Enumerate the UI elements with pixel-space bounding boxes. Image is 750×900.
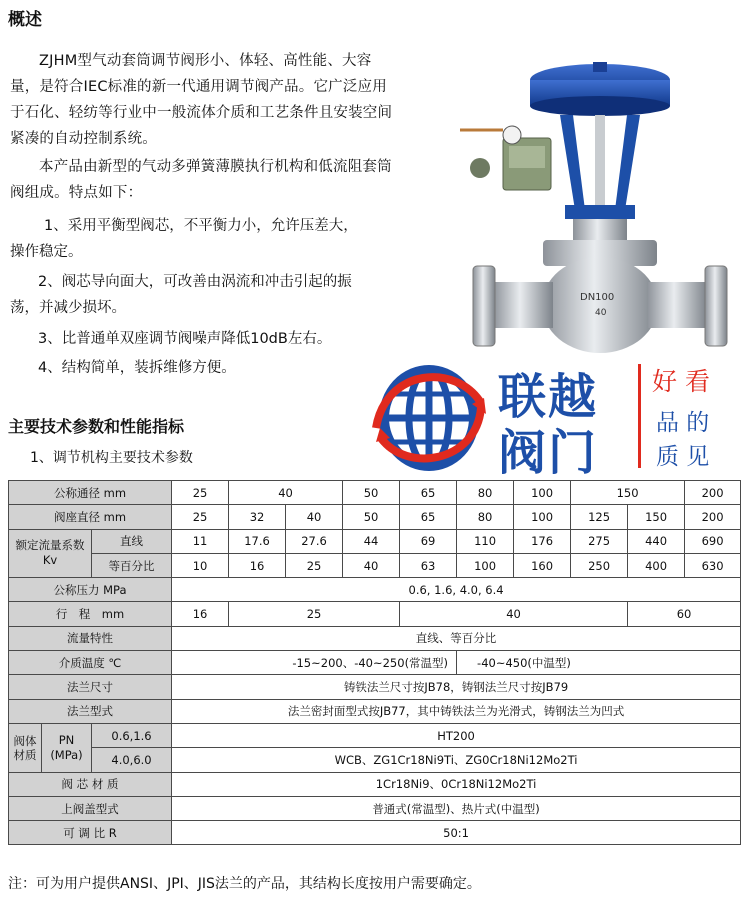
ratio-value: 50:1 bbox=[172, 821, 741, 845]
brand-logo bbox=[366, 358, 746, 481]
dn-cell: 40 bbox=[229, 481, 343, 505]
kv-pct-label: 等百分比 bbox=[92, 553, 172, 577]
dn-cell: 80 bbox=[457, 481, 514, 505]
body-material-label: 阀体材质 bbox=[9, 723, 42, 772]
stroke-label: 行 程 mm bbox=[9, 602, 172, 626]
kv-linear-label: 直线 bbox=[92, 529, 172, 553]
seat-cell: 65 bbox=[400, 505, 457, 529]
ratio-label: 可 调 比 R bbox=[9, 821, 172, 845]
seat-cell: 100 bbox=[514, 505, 571, 529]
pn-label: PN (MPa) bbox=[42, 723, 92, 772]
overview-paragraph-2: 本产品由新型的气动多弹簧薄膜执行机构和低流阻套筒阀组成。特点如下： bbox=[10, 159, 392, 201]
logo-slogan-bottom: 质 见 bbox=[656, 444, 710, 470]
kv-cell: 176 bbox=[514, 529, 571, 553]
pressure-value: 0.6, 1.6, 4.0, 6.4 bbox=[172, 578, 741, 602]
spec-subheading: 1、调节机构主要技术参数 bbox=[30, 450, 193, 466]
stroke-cell: 60 bbox=[628, 602, 741, 626]
spec-heading: 主要技术参数和性能指标 bbox=[8, 417, 185, 436]
feature-3: 3、比普通单双座调节阀噪声降低10dB左右。 bbox=[38, 331, 332, 347]
dn-cell: 25 bbox=[172, 481, 229, 505]
logo-name-line2: 阀门 bbox=[498, 425, 599, 481]
kv-cell: 690 bbox=[685, 529, 741, 553]
seat-cell: 40 bbox=[286, 505, 343, 529]
pn-value: 4.0,6.0 bbox=[92, 748, 172, 772]
feature-2: 2、阀芯导向面大，可改善由涡流和冲击引起的振 bbox=[38, 274, 352, 290]
table-row bbox=[9, 505, 741, 529]
logo-slogan-mid: 品 的 bbox=[656, 410, 710, 436]
globe-logo-icon bbox=[366, 358, 492, 478]
feature-4: 4、结构简单，装拆维修方便。 bbox=[38, 360, 236, 376]
kv-cell: 16 bbox=[229, 553, 286, 577]
feature-2-cont: 荡，并减少损坏。 bbox=[10, 300, 126, 316]
table-row bbox=[9, 481, 741, 505]
kv-cell: 250 bbox=[571, 553, 628, 577]
seat-cell: 125 bbox=[571, 505, 628, 529]
bonnet-value: 普通式(常温型)、热片式(中温型) bbox=[172, 796, 741, 820]
dn-cell: 100 bbox=[514, 481, 571, 505]
bonnet-label: 上阀盖型式 bbox=[9, 796, 172, 820]
temp-value-mid: -40~450(中温型) bbox=[457, 651, 741, 675]
seat-cell: 80 bbox=[457, 505, 514, 529]
flange-size-label: 法兰尺寸 bbox=[9, 675, 172, 699]
kv-cell: 100 bbox=[457, 553, 514, 577]
kv-cell: 69 bbox=[400, 529, 457, 553]
seat-cell: 150 bbox=[628, 505, 685, 529]
valve-body-marking-pn: 40 bbox=[595, 308, 607, 318]
flow-char-label: 流量特性 bbox=[9, 626, 172, 650]
valve-body-marking-dn: DN100 bbox=[580, 292, 615, 303]
kv-cell: 63 bbox=[400, 553, 457, 577]
pn-value: 0.6,1.6 bbox=[92, 723, 172, 747]
dn-cell: 200 bbox=[685, 481, 741, 505]
kv-label: 额定流量系数Kv bbox=[9, 529, 92, 578]
body-material-value: HT200 bbox=[172, 723, 741, 747]
seat-cell: 50 bbox=[343, 505, 400, 529]
pressure-label: 公称压力 MPa bbox=[9, 578, 172, 602]
kv-cell: 275 bbox=[571, 529, 628, 553]
seat-label: 阀座直径 mm bbox=[9, 505, 172, 529]
kv-cell: 440 bbox=[628, 529, 685, 553]
flange-size-value: 铸铁法兰尺寸按JB78，铸钢法兰尺寸按JB79 bbox=[172, 675, 741, 699]
kv-cell: 630 bbox=[685, 553, 741, 577]
kv-cell: 400 bbox=[628, 553, 685, 577]
table-row bbox=[9, 626, 741, 650]
table-row bbox=[9, 748, 741, 772]
kv-cell: 27.6 bbox=[286, 529, 343, 553]
table-row bbox=[9, 796, 741, 820]
control-valve-image bbox=[445, 60, 745, 360]
seat-cell: 25 bbox=[172, 505, 229, 529]
table-row bbox=[9, 821, 741, 845]
flow-char-value: 直线、等百分比 bbox=[172, 626, 741, 650]
stroke-cell: 25 bbox=[229, 602, 400, 626]
dn-cell: 65 bbox=[400, 481, 457, 505]
dn-label: 公称通径 mm bbox=[9, 481, 172, 505]
table-row bbox=[9, 675, 741, 699]
core-material-label: 阀 芯 材 质 bbox=[9, 772, 172, 796]
flange-type-value: 法兰密封面型式按JB77，其中铸铁法兰为光滑式，铸钢法兰为凹式 bbox=[172, 699, 741, 723]
flange-type-label: 法兰型式 bbox=[9, 699, 172, 723]
table-row bbox=[9, 529, 741, 553]
temp-value-normal: -15~200、-40~250(常温型) bbox=[172, 651, 457, 675]
kv-cell: 44 bbox=[343, 529, 400, 553]
feature-1-cont: 操作稳定。 bbox=[10, 244, 83, 260]
core-material-value: 1Cr18Ni9、0Cr18Ni12Mo2Ti bbox=[172, 772, 741, 796]
seat-cell: 200 bbox=[685, 505, 741, 529]
kv-cell: 17.6 bbox=[229, 529, 286, 553]
seat-cell: 32 bbox=[229, 505, 286, 529]
table-row bbox=[9, 699, 741, 723]
overview-paragraph-1: ZJHM型气动套筒调节阀形小、体轻、高性能、大容量，是符合IEC标准的新一代通用调节阀产品。它广泛应用于石化、轻纺等行业中一般流体介质和工艺条件且安装空间紧凑的自动控制系统。 bbox=[10, 53, 393, 147]
kv-cell: 25 bbox=[286, 553, 343, 577]
logo-slogan-top: 好 看 bbox=[652, 367, 710, 396]
table-row bbox=[9, 723, 741, 747]
dn-cell: 150 bbox=[571, 481, 685, 505]
table-row bbox=[9, 602, 741, 626]
body-material-value: WCB、ZG1Cr18Ni9Ti、ZG0Cr18Ni12Mo2Ti bbox=[172, 748, 741, 772]
dn-cell: 50 bbox=[343, 481, 400, 505]
table-row bbox=[9, 651, 741, 675]
kv-cell: 10 bbox=[172, 553, 229, 577]
spec-table bbox=[8, 480, 741, 845]
logo-divider bbox=[638, 364, 641, 468]
kv-cell: 40 bbox=[343, 553, 400, 577]
table-row bbox=[9, 578, 741, 602]
logo-name-line1: 联越 bbox=[498, 369, 599, 425]
temp-label: 介质温度 ℃ bbox=[9, 651, 172, 675]
footnote: 注：可为用户提供ANSI、JPI、JIS法兰的产品，其结构长度按用户需要确定。 bbox=[8, 876, 481, 892]
kv-cell: 110 bbox=[457, 529, 514, 553]
table-row bbox=[9, 553, 741, 577]
stroke-cell: 40 bbox=[400, 602, 628, 626]
kv-cell: 11 bbox=[172, 529, 229, 553]
table-row bbox=[9, 772, 741, 796]
kv-cell: 160 bbox=[514, 553, 571, 577]
stroke-cell: 16 bbox=[172, 602, 229, 626]
feature-1: 1、采用平衡型阀芯，不平衡力小，允许压差大， bbox=[44, 218, 358, 234]
overview-heading: 概述 bbox=[8, 10, 42, 30]
